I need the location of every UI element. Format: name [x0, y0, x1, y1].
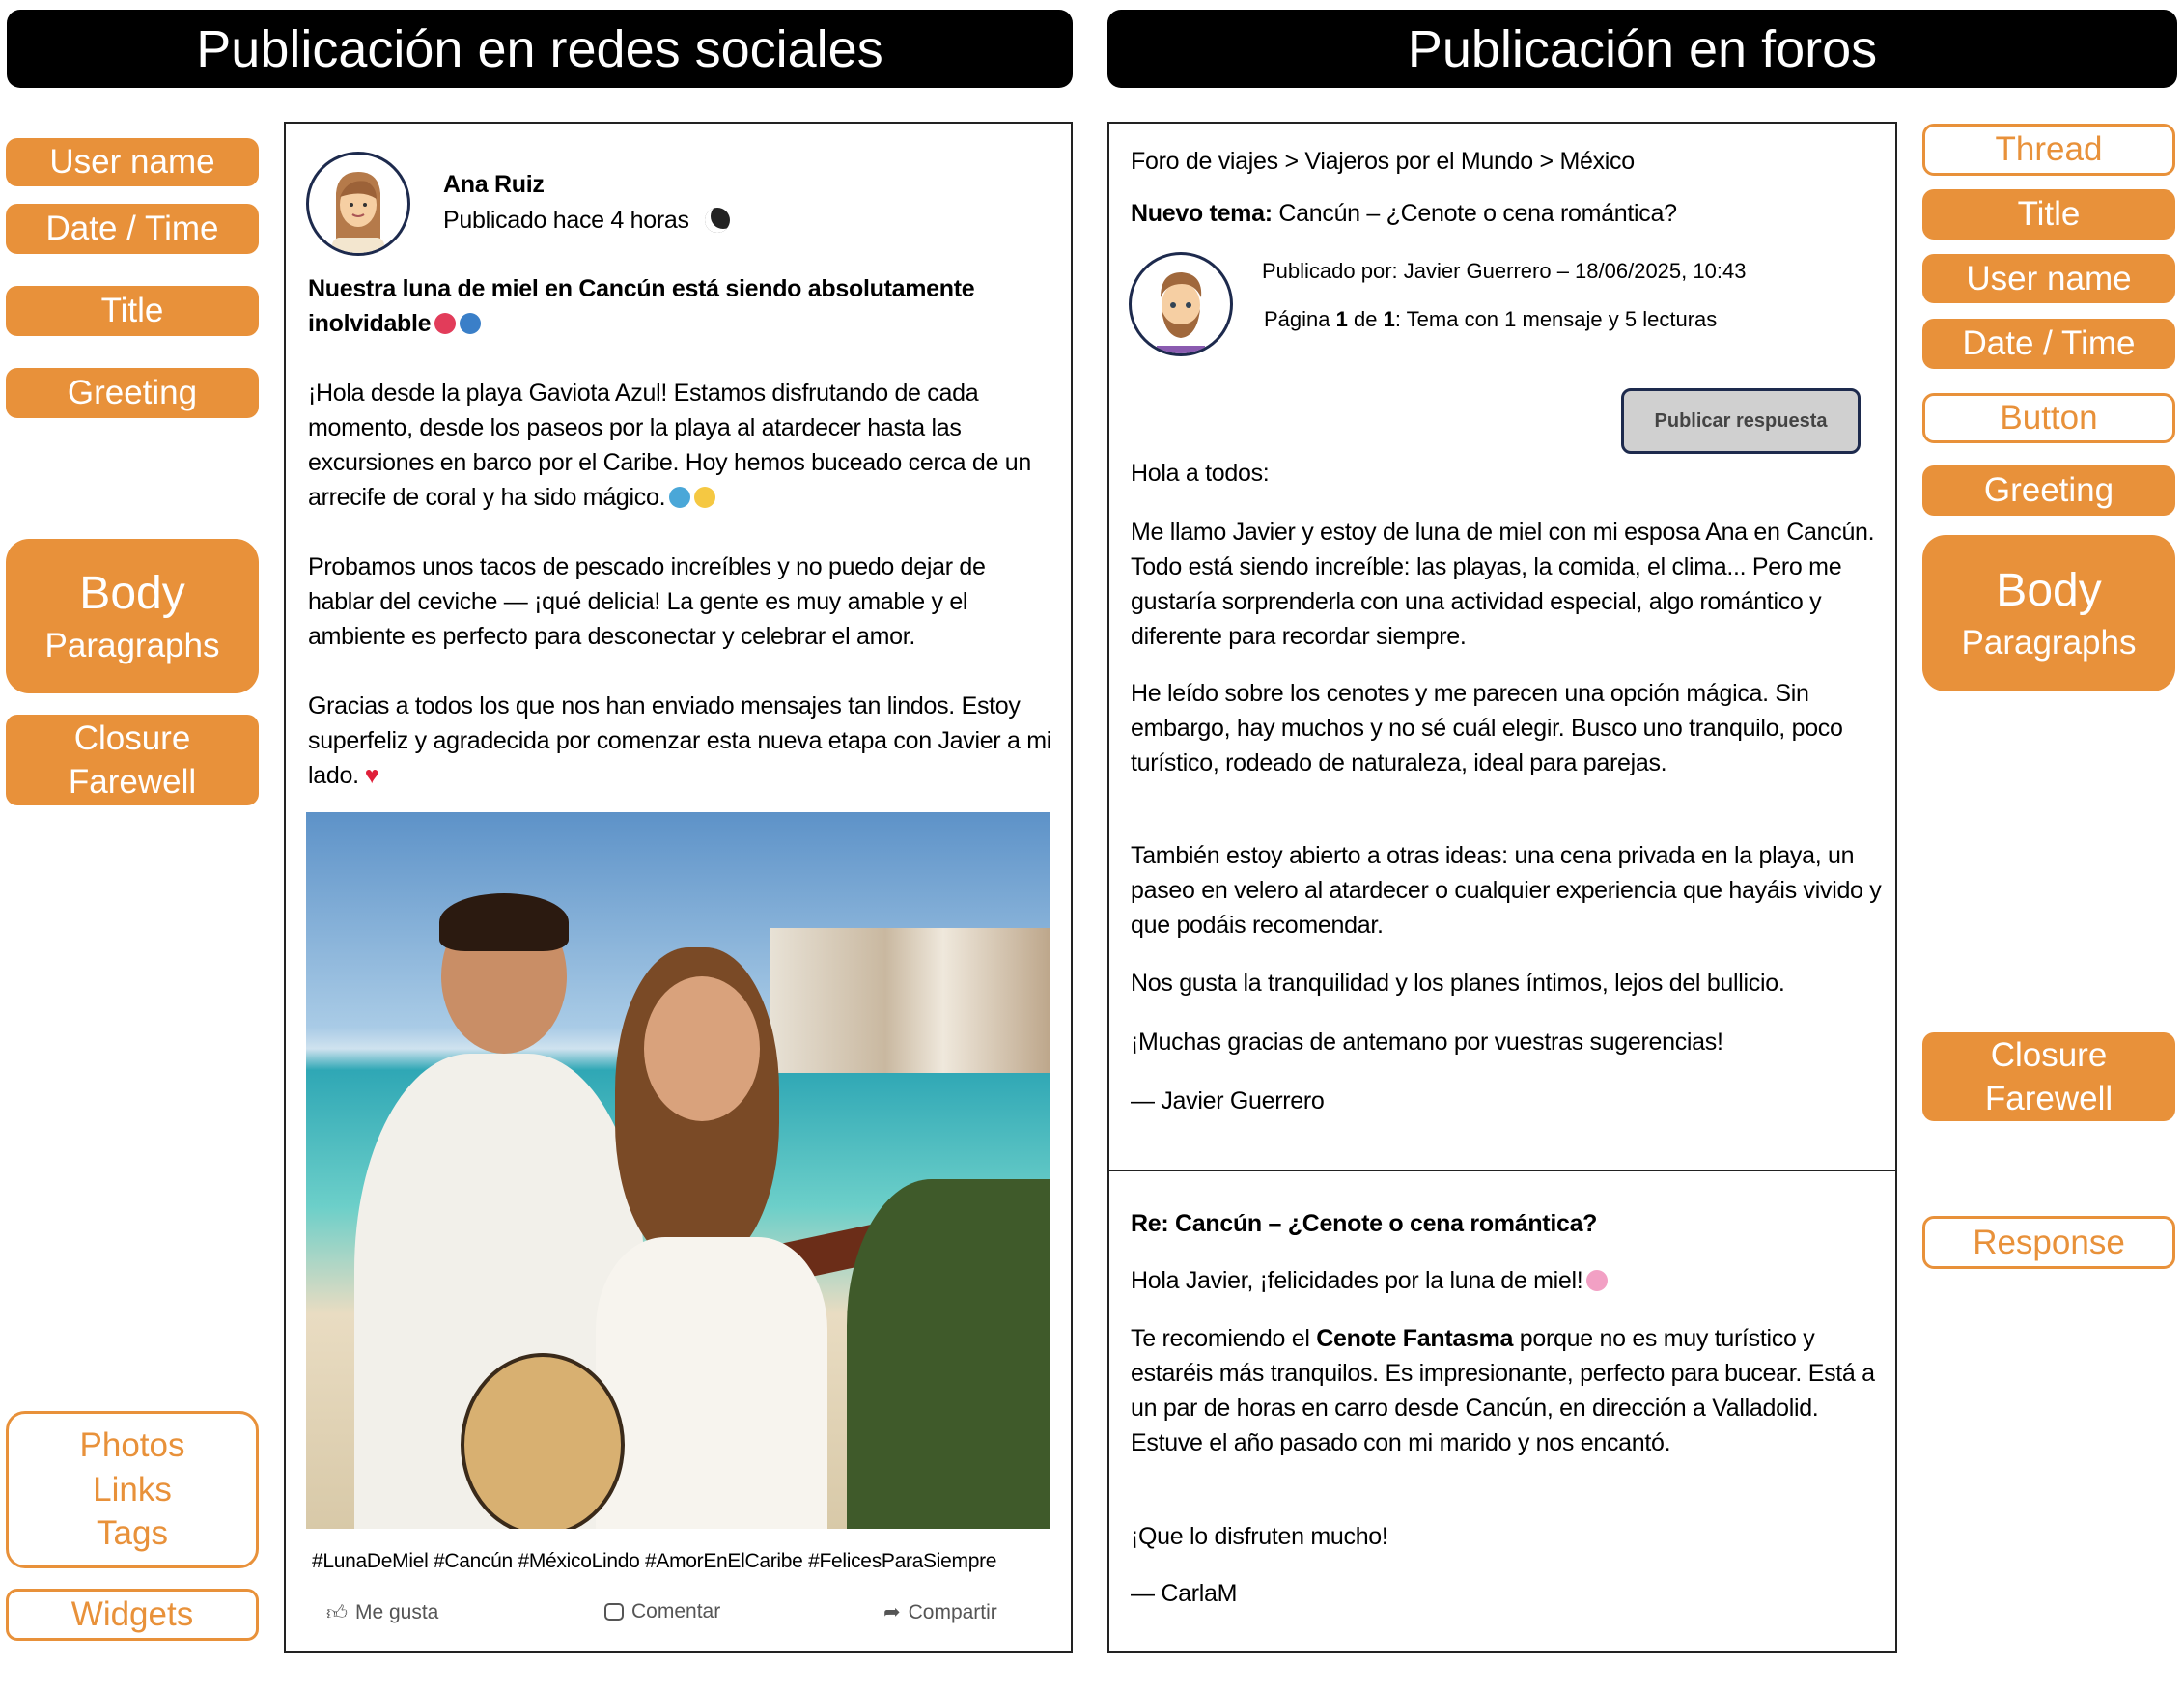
post-photo[interactable] [306, 812, 1050, 1529]
page-text: : Tema con 1 mensaje y 5 lecturas [1394, 307, 1718, 331]
reply-text: porque no es muy turístico y estaréis más tranquilos. Es impresionante, perfecto para bucear. Está a un par de horas en carro desde Cancún, en dirección a Valladolid. Estuve el año pasado con mi marido y nos encantó. [1131, 1325, 1875, 1456]
share-icon: ➦ [883, 1601, 901, 1623]
signature: — Javier Guerrero [1131, 1087, 1325, 1114]
fish-emoji-icon [669, 487, 690, 508]
comment-icon [604, 1603, 624, 1621]
body-paragraph [308, 376, 1051, 515]
label-line: Closure [73, 719, 191, 757]
page-total: 1 [1383, 307, 1395, 331]
blossom-emoji-icon [1586, 1270, 1608, 1291]
hibiscus-emoji-icon [434, 313, 456, 334]
label-date-time: Date / Time [1922, 319, 2175, 369]
publish-reply-button[interactable]: Publicar respuesta [1621, 388, 1861, 454]
body-paragraph: He leído sobre los cenotes y me parecen una opción mágica. Sin embargo, hay muchos y no sé cuál elegir. Busco uno tranquilo, poco turístico, rodeado de naturaleza, ideal para parejas. [1131, 680, 1843, 776]
label-line: Tags [97, 1514, 168, 1553]
user-name[interactable]: Ana Ruiz [443, 171, 545, 198]
share-label: Compartir [908, 1600, 997, 1623]
label-closure-farewell [6, 715, 259, 805]
label-line: Closure [1990, 1035, 2108, 1074]
thread-title [1131, 196, 1677, 231]
label-line: Farewell [1984, 1080, 2114, 1117]
post-time-text: Publicado hace 4 horas [443, 207, 689, 234]
body-paragraph: También estoy abierto a otras ideas: una cena privada en la playa, un paseo en velero al atardecer o cualquier experiencia que hayáis vivido y que podáis recomendar. [1131, 842, 1882, 939]
share-button[interactable] [883, 1600, 997, 1624]
label-line: Body [1996, 565, 2102, 617]
breadcrumb[interactable]: Foro de viajes > Viajeros por el Mundo > México [1131, 148, 1635, 175]
wave-emoji-icon [460, 313, 481, 334]
label-date-time: Date / Time [6, 204, 259, 254]
post-title [308, 271, 1051, 341]
label-title: Title [6, 286, 259, 336]
topic-label: Nuevo tema: [1131, 200, 1273, 227]
label-response: Response [1922, 1216, 2175, 1269]
label-title: Title [1922, 189, 2175, 240]
label-line: Photos [79, 1426, 185, 1465]
reply-greeting [1131, 1263, 1608, 1298]
closure-text: Gracias a todos los que nos han enviado mensajes tan lindos. Estoy superfeliz y agradecida por comenzar esta nueva etapa con Javier a mi lado. [308, 692, 1052, 789]
body-paragraph: Me llamo Javier y estoy de luna de miel con mi esposa Ana en Cancún. Todo está siendo increíble: las playas, la comida, el clima... Pero me gustaría sorprenderla con una actividad especial, algo romántico y diferente para recordar siempre. [1131, 519, 1875, 650]
body-paragraph: Nos gusta la tranquilidad y los planes íntimos, lejos del bullicio. [1131, 970, 1785, 997]
page-text: de [1347, 307, 1384, 331]
reply-title: Re: Cancún – ¿Cenote o cena romántica? [1131, 1210, 1598, 1237]
body-text: ¡Hola desde la playa Gaviota Azul! Estamos disfrutando de cada momento, desde los paseos por la playa al atardecer hasta las excursiones en barco por el Caribe. Hoy hemos buceado cerca de un arrecife de coral y ha sido mágico. [308, 380, 1031, 511]
post-time [443, 203, 730, 238]
reply-greeting-text: Hola Javier, ¡felicidades por la luna de miel! [1131, 1267, 1583, 1294]
hashtags[interactable]: #LunaDeMiel #Cancún #MéxicoLindo #AmorEnElCaribe #FelicesParaSiempre [312, 1550, 997, 1572]
label-greeting: Greeting [1922, 465, 2175, 516]
greeting: Hola a todos: [1131, 460, 1270, 487]
user-avatar[interactable] [306, 152, 410, 256]
forum-header: Publicación en foros [1107, 10, 2177, 88]
label-greeting: Greeting [6, 368, 259, 418]
reply-divider [1107, 1170, 1897, 1171]
reply-signature: — CarlaM [1131, 1580, 1238, 1607]
label-line: Body [79, 568, 185, 620]
page-text: Página [1264, 307, 1336, 331]
label-line: Links [93, 1470, 172, 1509]
greenery [847, 1179, 1050, 1529]
reply-highlight: Cenote Fantasma [1316, 1325, 1514, 1352]
reply-closing: ¡Que lo disfruten mucho! [1131, 1523, 1388, 1550]
page-number: 1 [1335, 307, 1348, 331]
comment-button[interactable] [604, 1600, 720, 1623]
body-paragraph: Probamos unos tacos de pescado increíbles y no puedo dejar de hablar del ceviche — ¡qué delicia! La gente es muy amable y el ambiente es perfecto para desconectar y celebrar el amor. [308, 553, 986, 650]
like-label: Me gusta [354, 1601, 439, 1623]
posted-by: Publicado por: Javier Guerrero – 18/06/2025, 10:43 [1262, 259, 1747, 283]
comment-label: Comentar [631, 1600, 721, 1622]
label-line: Paragraphs [1961, 624, 2137, 663]
straw-hat [461, 1353, 625, 1529]
heart-emoji-icon: ♥ [364, 762, 379, 789]
label-widgets: Widgets [6, 1589, 259, 1641]
reply-body [1131, 1321, 1884, 1460]
closure: ¡Muchas gracias de antemano por vuestras sugerencias! [1131, 1029, 1723, 1056]
like-button[interactable] [326, 1600, 438, 1625]
label-line: Farewell [68, 763, 197, 801]
label-closure-farewell [1922, 1032, 2175, 1121]
page-info [1264, 307, 1717, 332]
post-title-text: Nuestra luna de miel en Cancún está siendo absolutamente inolvidable [308, 275, 975, 337]
label-photos-links-tags [6, 1411, 259, 1568]
label-body-paragraphs [1922, 535, 2175, 691]
reply-text: Te recomiendo el [1131, 1325, 1317, 1352]
label-user-name: User name [6, 138, 259, 186]
topic-text: Cancún – ¿Cenote o cena romántica? [1278, 200, 1677, 227]
user-avatar[interactable] [1129, 252, 1233, 356]
label-thread: Thread [1922, 124, 2175, 176]
sparkles-emoji-icon [694, 487, 715, 508]
label-user-name: User name [1922, 254, 2175, 303]
thumbs-up-icon: 👍︎ [326, 1602, 348, 1624]
closure-paragraph [308, 689, 1051, 793]
social-header: Publicación en redes sociales [7, 10, 1073, 88]
label-body-paragraphs [6, 539, 259, 693]
label-line: Paragraphs [44, 627, 220, 665]
label-button: Button [1922, 393, 2175, 443]
globe-icon [705, 208, 730, 233]
